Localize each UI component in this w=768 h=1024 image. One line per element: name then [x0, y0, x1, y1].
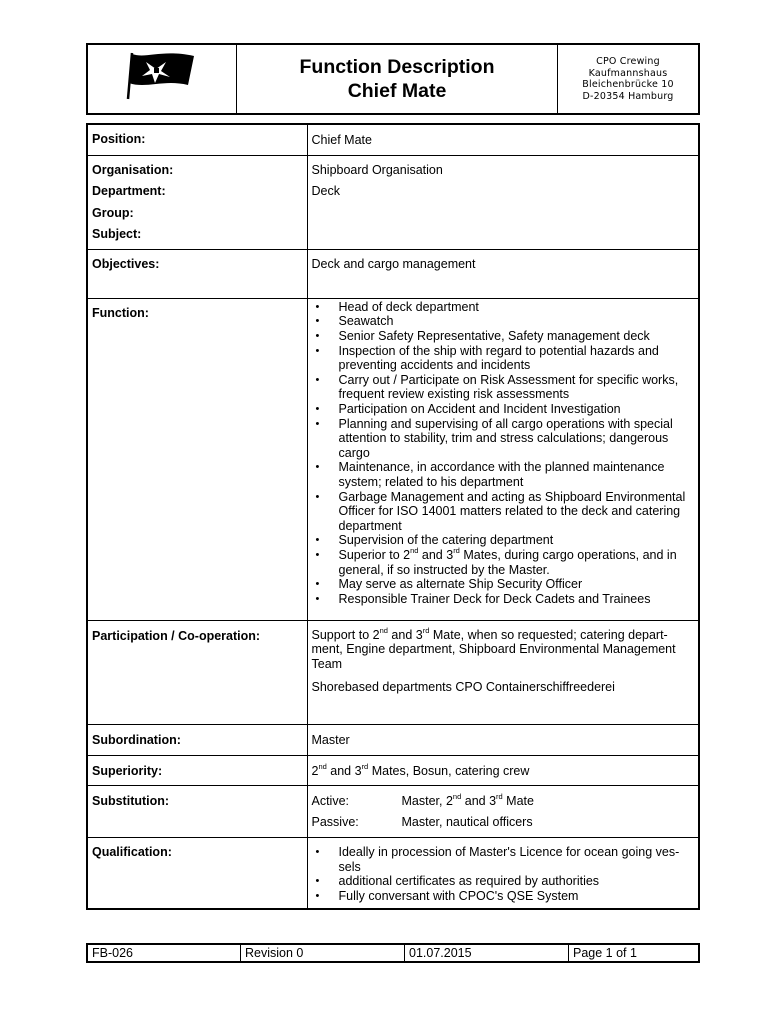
ordinal-suffix: rd — [422, 625, 430, 635]
label-superiority: Superiority: — [87, 755, 307, 785]
value-function — [307, 298, 699, 620]
participation-text — [311, 625, 695, 672]
list-item: • May serve as alternate Ship Security Officer — [312, 577, 695, 592]
row-function — [87, 298, 699, 620]
label-objectives: Objectives: — [87, 249, 307, 298]
label-function: Function: — [87, 298, 307, 620]
label-qualification: Qualification: — [87, 838, 307, 909]
ordinal-suffix: rd — [453, 545, 460, 555]
row-position — [87, 124, 699, 155]
list-item: • Inspection of the ship with regard to potential hazards and preventing accidents and incidents — [312, 344, 695, 373]
text-part: and 3 — [326, 763, 362, 778]
row-subordination — [87, 724, 699, 755]
text-part: Superior to 2 — [338, 547, 411, 562]
row-qualification — [87, 838, 699, 909]
list-item: • Carry out / Participate on Risk Assessment for specific works, frequent review existing risk assessments — [312, 373, 695, 402]
list-item: • Head of deck department — [312, 300, 695, 315]
value-organisation: Shipboard Organisation — [311, 162, 443, 177]
list-item: • Participation on Accident and Incident Investigation — [312, 402, 695, 417]
ordinal-suffix: nd — [379, 625, 388, 635]
row-superiority — [87, 755, 699, 785]
ordinal-suffix: rd — [361, 761, 369, 771]
list-item: • Maintenance, in accordance with the planned maintenance system; related to his department — [312, 460, 695, 489]
ordinal-suffix: rd — [496, 791, 503, 801]
value-objectives: Deck and cargo management — [307, 249, 699, 298]
label-substitution: Substitution: — [87, 785, 307, 837]
address-line: D-20354 Hamburg — [582, 90, 674, 102]
list-item: • Fully conversant with CPOC's QSE System — [312, 889, 695, 904]
label-department: Department: — [92, 184, 166, 199]
value-qualification — [307, 838, 699, 909]
passive-value: Master, nautical officers — [401, 815, 533, 830]
value-department: Deck — [311, 184, 340, 199]
substitution-active — [311, 791, 695, 809]
list-item: • Senior Safety Representative, Safety management deck — [312, 329, 695, 344]
active-value — [401, 791, 534, 809]
value-participation — [307, 620, 699, 724]
row-substitution — [87, 785, 699, 837]
document-title — [237, 45, 558, 113]
qualification-list — [312, 845, 695, 903]
list-item — [312, 545, 695, 577]
list-item: • Responsible Trainer Deck for Deck Cadets and Trainees — [312, 592, 695, 607]
company-logo — [88, 45, 237, 113]
list-item: • Garbage Management and acting as Shipboard Environmental Officer for ISO 14001 matters related to the deck and catering department — [312, 490, 695, 534]
value-superiority — [307, 755, 699, 785]
text-part: Mate, when so requested; catering depart-ment, Engine department, Shipboard Environmental Management Team — [311, 627, 676, 672]
row-objectives — [87, 249, 699, 298]
text-part: Mates, during cargo operations, and in general, if so instructed by the Master. — [338, 547, 677, 577]
footer-date: 01.07.2015 — [405, 944, 569, 962]
text-part: and 3 — [387, 627, 423, 642]
text-part: and 3 — [461, 793, 497, 808]
document-footer — [86, 943, 700, 963]
participation-shorebased: Shorebased departments CPO Containerschiffreederei — [311, 679, 615, 694]
active-key: Active: — [311, 793, 350, 808]
text-part: 2 — [311, 763, 319, 778]
list-item: • additional certificates as required by authorities — [312, 874, 695, 889]
value-subordination: Master — [307, 724, 699, 755]
address-line: Bleichenbrücke 10 — [582, 79, 674, 90]
footer-page: Page 1 of 1 — [569, 944, 700, 962]
footer-doc-number: FB-026 — [87, 944, 241, 962]
footer-revision: Revision 0 — [241, 944, 405, 962]
substitution-passive — [312, 815, 695, 830]
passive-key: Passive: — [311, 815, 359, 830]
list-item: • Planning and supervising of all cargo operations with special attention to stability, trim and stress calculations; dangerous cargo — [312, 417, 695, 461]
row-participation — [87, 620, 699, 724]
footer-row — [87, 944, 699, 962]
text-part: Mate — [502, 793, 534, 808]
label-position: Position: — [87, 124, 307, 155]
list-item: • Ideally in procession of Master's Licence for ocean going ves-sels — [312, 845, 695, 874]
title-line-1: Function Description — [299, 56, 495, 78]
title-line-2: Chief Mate — [347, 80, 447, 102]
label-subject: Subject: — [92, 227, 142, 242]
label-participation: Participation / Co-operation: — [87, 620, 307, 724]
ordinal-suffix: nd — [410, 545, 419, 555]
address-line: Kaufmannshaus — [588, 67, 668, 79]
value-substitution — [307, 785, 699, 837]
address-line: CPO Crewing — [596, 56, 660, 67]
label-subordination: Subordination: — [87, 724, 307, 755]
company-address — [558, 45, 698, 113]
flag-icon — [88, 45, 236, 113]
text-part: and 3 — [418, 547, 454, 562]
label-organisation: Organisation: — [92, 162, 174, 177]
list-item: • Supervision of the catering department — [312, 533, 695, 548]
label-group: Group: — [92, 205, 134, 220]
row-organisation — [87, 155, 699, 249]
ordinal-suffix: nd — [452, 791, 462, 801]
document-header — [86, 43, 700, 115]
function-table — [86, 123, 700, 910]
ordinal-suffix: nd — [318, 761, 327, 771]
value-position: Chief Mate — [307, 124, 699, 155]
text-part: Mates, Bosun, catering crew — [368, 763, 530, 778]
list-item: • Seawatch — [312, 314, 695, 329]
function-list — [312, 300, 695, 606]
value-organisation-group — [307, 155, 699, 249]
label-organisation-group — [87, 155, 307, 249]
text-part: Master, 2 — [401, 793, 453, 808]
text-part: Support to 2 — [311, 627, 380, 642]
